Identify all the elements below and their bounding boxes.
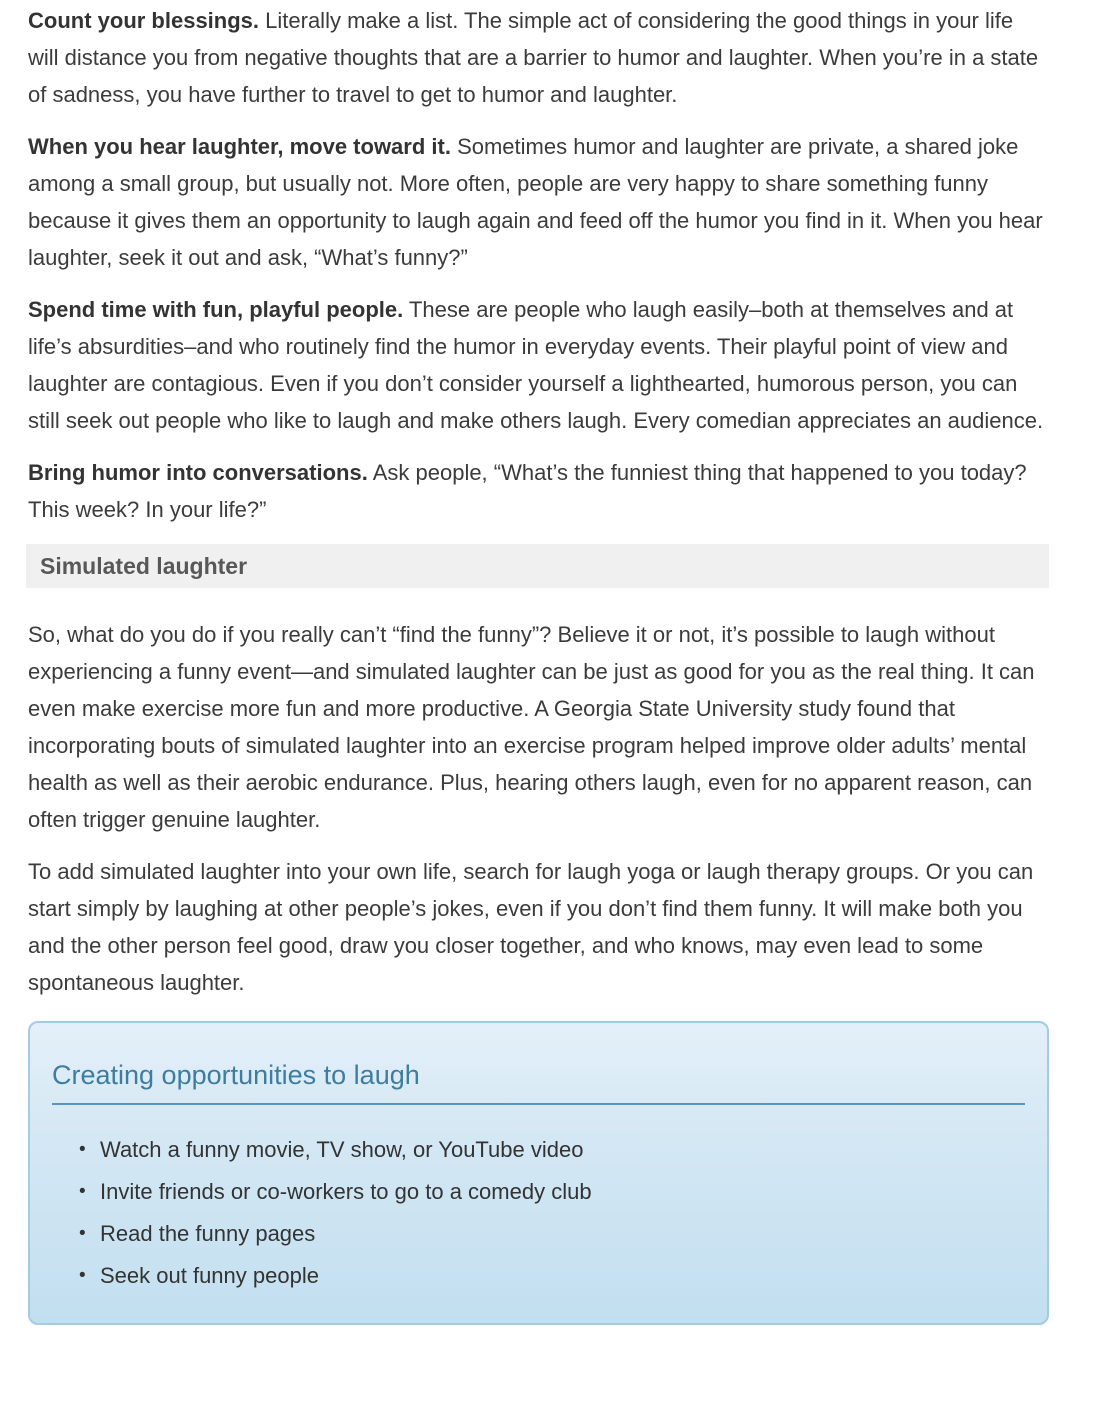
section-header-simulated-laughter: Simulated laughter [26, 544, 1049, 588]
paragraph-playful-people [28, 291, 1049, 439]
paragraph-hear-laughter [28, 128, 1049, 276]
list-item: • Read the funny pages [52, 1213, 1025, 1255]
paragraph-lead: Spend time with fun, playful people. [28, 297, 404, 322]
callout-box-creating-opportunities [28, 1021, 1049, 1325]
callout-title: Creating opportunities to laugh [52, 1059, 1025, 1105]
list-item: • Seek out funny people [52, 1255, 1025, 1297]
paragraph-lead: When you hear laughter, move toward it. [28, 134, 451, 159]
paragraph-simulated-laughter-1: So, what do you do if you really can’t “find the funny”? Believe it or not, it’s possible to laugh without experiencing a funny event—and simulated laughter can be just as good for you as the real thing. It can even make exercise more fun and more productive. A Georgia State University study found that incorporating bouts of simulated laughter into an exercise program helped improve older adults’ mental health as well as their aerobic endurance. Plus, hearing others laugh, even for no apparent reason, can often trigger genuine laughter. [28, 622, 1035, 832]
list-item: • Invite friends or co-workers to go to a comedy club [52, 1171, 1025, 1213]
paragraph-body: Literally make a list. The simple act of considering the good things in your life will distance you from negative thoughts that are a barrier to humor and laughter. When you’re in a state of sadness, you have further to travel to get to humor and laughter. [28, 8, 1039, 107]
paragraph-body: These are people who laugh easily–both at themselves and at life’s absurdities–and who routinely find the humor in everyday events. Their playful point of view and laughter are contagious. Even if you don’t consider yourself a lighthearted, humorous person, you can still seek out people who like to laugh and make others laugh. Every comedian appreciates an audience. [28, 297, 1044, 433]
list-item: • Watch a funny movie, TV show, or YouTube video [52, 1129, 1025, 1171]
paragraph-humor-conversations [28, 454, 1049, 528]
callout-list [52, 1129, 1025, 1297]
paragraph-simulated-laughter-2: To add simulated laughter into your own life, search for laugh yoga or laugh therapy groups. Or you can start simply by laughing at other people’s jokes, even if you don’t find them funny. It will make both you and the other person feel good, draw you closer together, and who knows, may even lead to some spontaneous laughter. [28, 859, 1034, 995]
paragraph-lead: Bring humor into conversations. [28, 460, 368, 485]
paragraph-lead: Count your blessings. [28, 8, 260, 33]
paragraph-count-your-blessings [28, 2, 1049, 113]
paragraph-body: Ask people, “What’s the funniest thing that happened to you today? This week? In your life?” [28, 460, 1027, 522]
paragraph-body: Sometimes humor and laughter are private, a shared joke among a small group, but usually not. More often, people are very happy to share something funny because it gives them an opportunity to laugh again and feed off the humor you find in it. When you hear laughter, seek it out and ask, “What’s funny?” [28, 134, 1043, 270]
